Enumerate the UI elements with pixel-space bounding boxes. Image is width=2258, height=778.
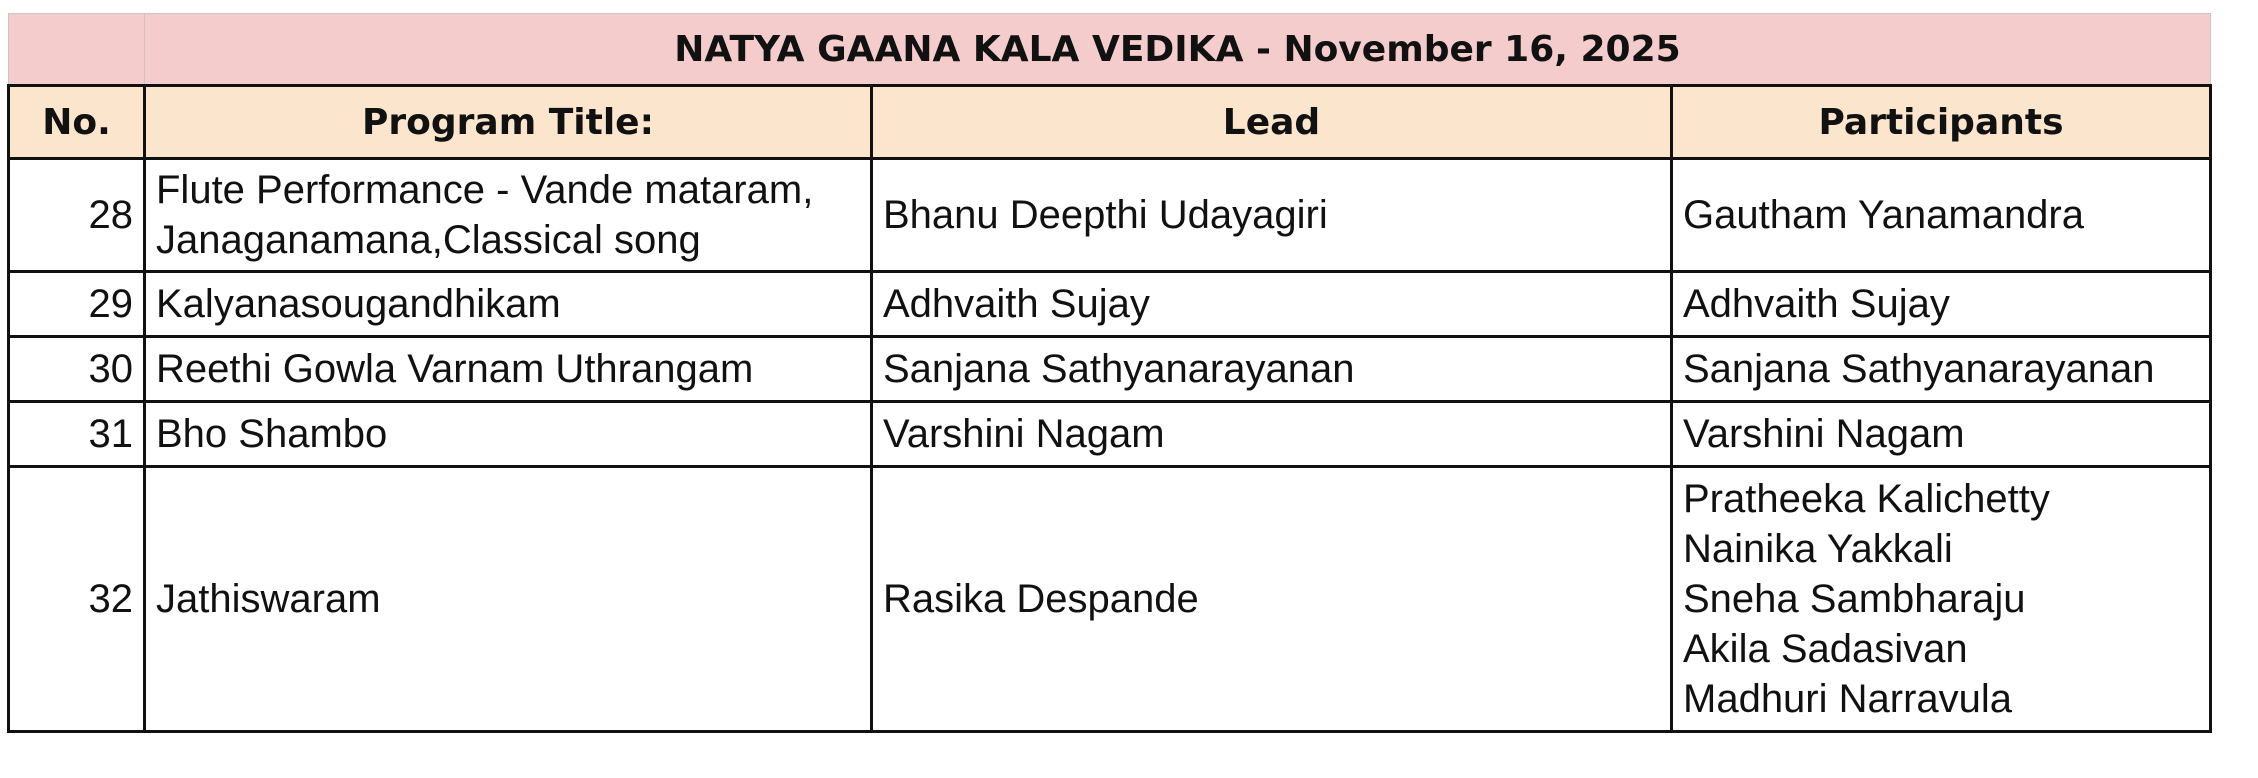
cell-lead[interactable]: Adhvaith Sujay (872, 272, 1672, 337)
cell-program-title[interactable] (145, 337, 872, 402)
program-line: Jathiswaram (156, 577, 381, 621)
cell-participants[interactable] (1672, 159, 2211, 272)
table-row (9, 337, 2211, 402)
table-row (9, 467, 2211, 732)
cell-participants[interactable] (1672, 402, 2211, 467)
cell-participants[interactable] (1672, 272, 2211, 337)
header-no[interactable]: No. (9, 86, 145, 159)
program-line: Bho Shambo (156, 412, 388, 456)
cell-lead[interactable]: Bhanu Deepthi Udayagiri (872, 159, 1672, 272)
participant-name: Madhuri Narravula (1683, 677, 2013, 721)
program-line: Janaganamana,Classical song (156, 218, 701, 262)
participant-name: Varshini Nagam (1683, 412, 1965, 456)
participant-name: Sneha Sambharaju (1683, 577, 2026, 621)
participant-name: Pratheeka Kalichetty (1683, 477, 2050, 521)
cell-no[interactable]: 30 (9, 337, 145, 402)
table-row (9, 159, 2211, 272)
cell-lead[interactable]: Sanjana Sathyanarayanan (872, 337, 1672, 402)
program-line: Flute Performance - Vande mataram, (156, 168, 814, 212)
title-row (9, 14, 2211, 86)
cell-no[interactable]: 28 (9, 159, 145, 272)
program-line: Kalyanasougandhikam (156, 282, 561, 326)
cell-program-title[interactable] (145, 272, 872, 337)
table-row (9, 402, 2211, 467)
program-line: Reethi Gowla Varnam Uthrangam (156, 347, 754, 391)
cell-no[interactable]: 32 (9, 467, 145, 732)
cell-participants[interactable] (1672, 337, 2211, 402)
cell-lead[interactable]: Rasika Despande (872, 467, 1672, 732)
header-participants[interactable]: Participants (1672, 86, 2211, 159)
cell-program-title[interactable] (145, 467, 872, 732)
participant-name: Nainika Yakkali (1683, 527, 1953, 571)
cell-participants[interactable] (1672, 467, 2211, 732)
participant-name: Sanjana Sathyanarayanan (1683, 347, 2155, 391)
header-program-title[interactable]: Program Title: (145, 86, 872, 159)
sheet-title[interactable]: NATYA GAANA KALA VEDIKA - November 16, 2025 (145, 14, 2211, 86)
participant-name: Adhvaith Sujay (1683, 282, 1950, 326)
header-lead[interactable]: Lead (872, 86, 1672, 159)
cell-no[interactable]: 31 (9, 402, 145, 467)
participant-name: Gautham Yanamandra (1683, 193, 2084, 237)
cell-lead[interactable]: Varshini Nagam (872, 402, 1672, 467)
program-schedule-table (7, 13, 2212, 733)
cell-program-title[interactable] (145, 159, 872, 272)
title-corner-cell[interactable] (9, 14, 145, 86)
cell-program-title[interactable] (145, 402, 872, 467)
cell-no[interactable]: 29 (9, 272, 145, 337)
table-row (9, 272, 2211, 337)
header-row (9, 86, 2211, 159)
participant-name: Akila Sadasivan (1683, 627, 1968, 671)
